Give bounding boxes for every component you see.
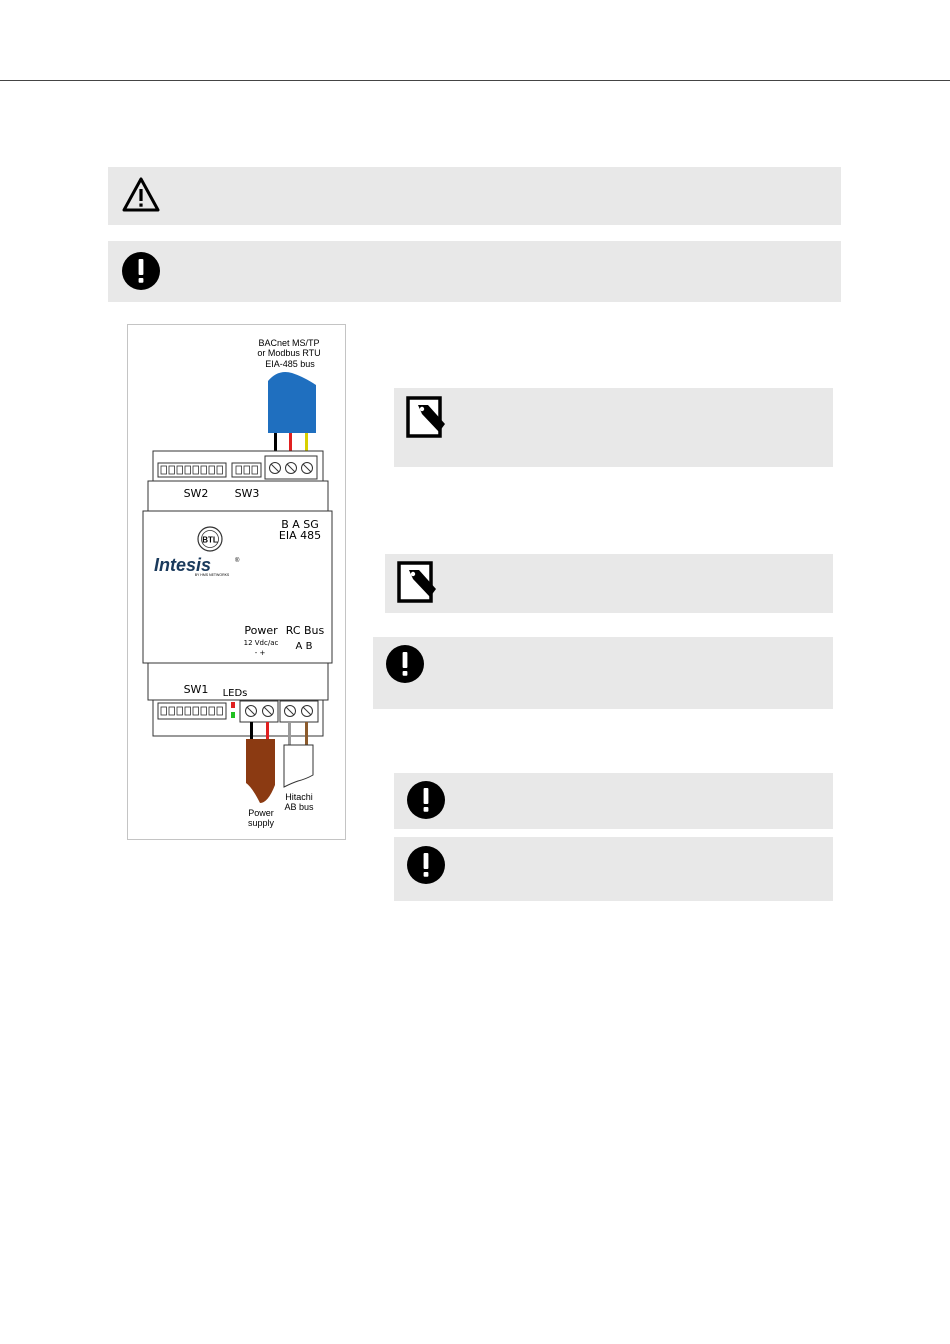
eia485-terminal-labels: B A SG [281,518,319,531]
led-red [231,702,235,708]
power-spec: 12 Vdc/ac [243,639,279,647]
important-box [394,837,833,901]
wiring-diagram [127,324,346,840]
intesis-logo: Intesis [154,555,212,575]
header-rule [0,80,950,81]
warning-triangle-icon [121,176,161,214]
intesis-logo-mark: ® [235,558,240,564]
intesis-logo-sub: BY HMS NETWORKS [194,573,230,577]
rc-bus-terminal-labels: A B [295,641,313,652]
important-box [373,637,833,709]
exclamation-circle-icon [385,644,425,684]
led-green [231,712,235,718]
sw3-label: SW3 [234,487,260,500]
eia485-terminals [270,463,313,474]
exclamation-circle-icon [406,780,446,820]
hitachi-cable [284,745,313,787]
bus-label-line2: or Modbus RTU [257,348,321,358]
power-supply-line1: Power [248,808,274,818]
warning-box [108,167,841,225]
power-cable [246,739,275,803]
bus-label-line1: BACnet MS/TP [258,338,320,348]
wiring-diagram-drawing [128,325,347,841]
power-label: Power [244,624,278,637]
bus-label-line3: EIA-485 bus [265,359,315,369]
hitachi-bus-line1: Hitachi [285,792,313,802]
leds-label: LEDs [222,688,248,699]
sw1-label: SW1 [183,683,209,696]
btl-logo [198,527,222,551]
rc-bus-label: RC Bus [285,624,325,637]
power-supply-line2: supply [247,818,275,828]
svg-text:BTL: BTL [202,535,218,545]
note-pencil-icon [406,396,448,438]
exclamation-circle-icon [121,251,161,291]
eia485-label: EIA 485 [278,529,322,542]
important-box [108,241,841,302]
sw2-label: SW2 [183,487,209,500]
note-box [394,388,833,467]
bus-cable [268,372,316,433]
hitachi-bus-line2: AB bus [284,802,314,812]
power-polarity: - + [254,649,266,657]
important-box [394,773,833,829]
note-pencil-icon [397,561,439,603]
note-box [385,554,833,613]
exclamation-circle-icon [406,845,446,885]
